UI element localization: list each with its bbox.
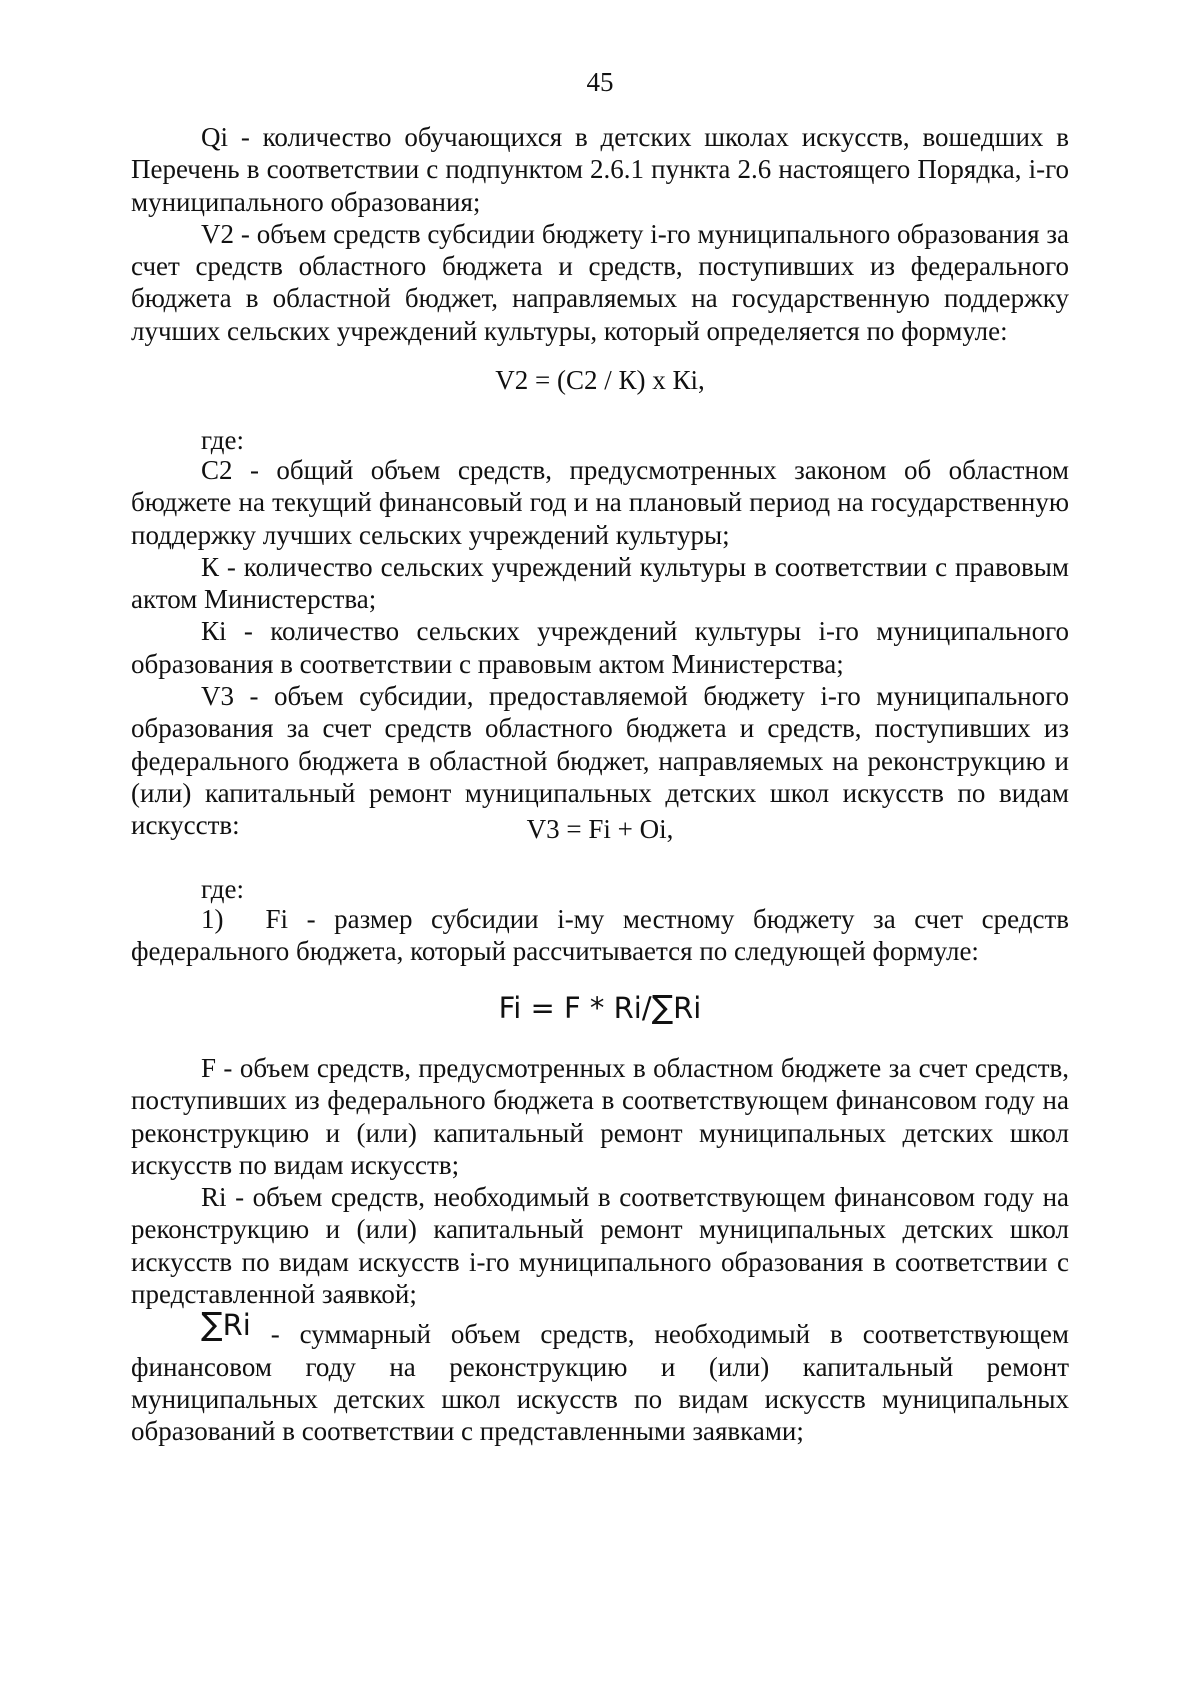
list-item-text: Fi - размер субсидии i-му местному бюджету за счет средств федерального бюджета, который рассчитывается по следующей формуле: (131, 904, 1069, 967)
paragraph-qi: Qi - количество обучающихся в детских школах искусств, вошедших в Перечень в соответствии с подпунктом 2.6.1 пункта 2.6 настоящего Порядка, i-го муниципального образования; (131, 122, 1069, 217)
paragraph-k: К - количество сельских учреждений культуры в соответствии с правовым актом Министерства; (131, 551, 1069, 615)
list-item-number: 1) (201, 904, 224, 934)
formula-v3: V3 = Fi + Oi, (526, 814, 674, 844)
paragraph-v3: V3 - объем субсидии, предоставляемой бюджету i-го муниципального образования за счет средств областного бюджета и средств, поступивших из федерального бюджета в областной бюджет, направляемых на реконструкцию и (или) капитальный ремонт муниципальных детских школ искусств по видам искусств: (131, 681, 1069, 841)
text-block-1 (131, 121, 1069, 347)
paragraph-sum-ri (131, 1305, 1069, 1447)
sum-ri-text: - суммарный объем средств, необходимый в соответствующем финансовом году на реконструкцию и (или) капитальный ремонт муниципальных детских школ искусств по видам искусств муниципальных образований в соответствии с представленными заявками; (131, 1319, 1069, 1447)
where-label-1: где: (201, 425, 244, 455)
sum-sign-icon: ∑ (201, 1305, 223, 1344)
sum-ri-label: Ri (222, 1308, 251, 1343)
page-number: 45 (586, 67, 614, 97)
formula-v2: V2 = (С2 / К) х Кi, (495, 365, 705, 395)
where-label-2: где: (201, 874, 244, 904)
paragraph-ri: Ri - объем средств, необходимый в соответствующем финансовом году на реконструкцию и (или) капитальный ремонт муниципальных детских школ искусств по видам искусств i-го муниципального образования в соответствии с представленной заявкой; (131, 1182, 1069, 1310)
text-block-2 (131, 454, 1069, 842)
formula-fi (0, 990, 1200, 1025)
formula-fi-left: Fi = F * Ri/ (498, 991, 652, 1025)
text-block-3 (131, 903, 1069, 968)
paragraph-ki: Кi - количество сельских учреждений культуры i-го муниципального образования в соответствии с правовым актом Министерства; (131, 616, 1069, 679)
sum-sign-icon: ∑ (651, 988, 674, 1026)
paragraph-fi (131, 903, 1069, 968)
text-block-4 (131, 1052, 1069, 1448)
paragraph-c2: С2 - общий объем средств, предусмотренных законом об областном бюджете на текущий финансовый год и на плановый период на государственную поддержку лучших сельских учреждений культуры; (131, 455, 1069, 550)
paragraph-f: F - объем средств, предусмотренных в областном бюджете за счет средств, поступивших из федерального бюджета в соответствующем финансовом году на реконструкцию и (или) капитальный ремонт муниципальных детских школ искусств по видам искусств; (131, 1053, 1069, 1180)
formula-fi-right: Ri (673, 991, 702, 1025)
paragraph-v2: V2 - объем средств субсидии бюджету i-го муниципального образования за счет средств областного бюджета и средств, поступивших из федерального бюджета в областной бюджет, направляемых на государственную поддержку лучших сельских учреждений культуры, который определяется по формуле: (131, 218, 1069, 346)
